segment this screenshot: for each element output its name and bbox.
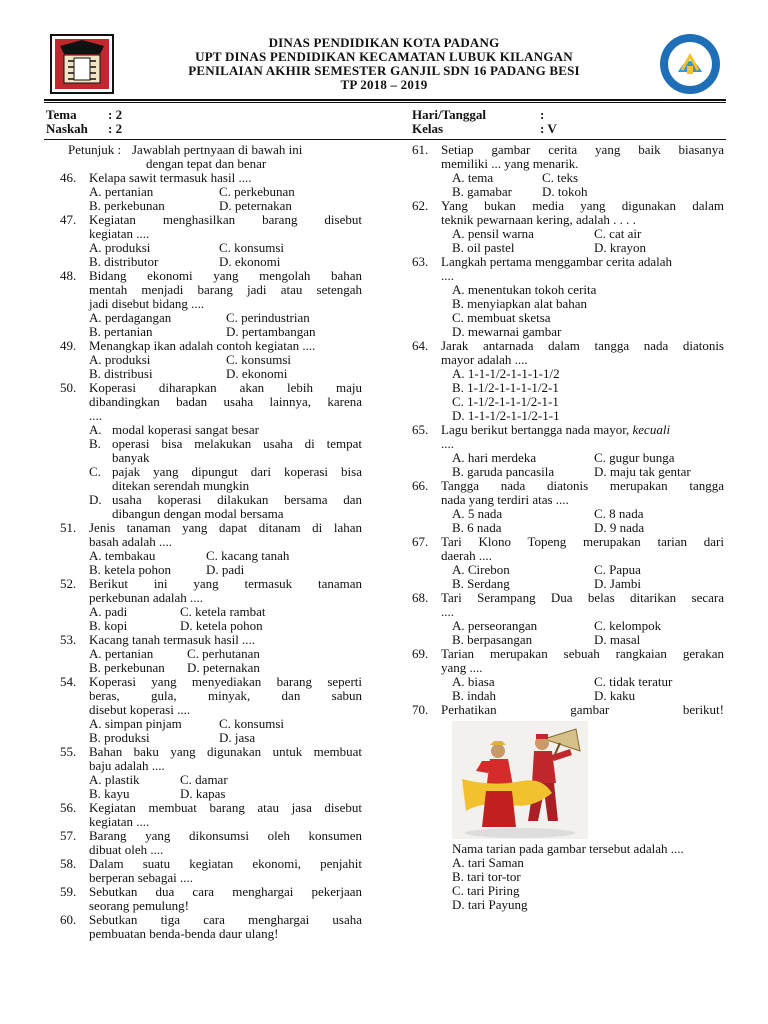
option[interactable]: A. biasa [452,674,495,689]
option[interactable]: A. 5 nada [452,506,503,521]
question-48-options-row-2 [60,325,362,339]
option[interactable]: D. masal [594,632,641,647]
option[interactable]: A. perseorangan [452,618,538,633]
question-58: 58. Dalam suatu kegiatan ekonomi, penjahit berperan sebagai .... [60,856,362,885]
kelas-label: Kelas [412,121,444,136]
option[interactable]: A. produksi [89,352,151,367]
option[interactable]: B. tari tor-tor [452,869,521,884]
question-67-options-row-2 [412,577,724,591]
question-56: 56. Kegiatan membuat barang atau jasa disebut kegiatan .... [60,800,362,829]
instructions [68,143,362,171]
option[interactable]: B. distribusi [89,366,153,381]
header-line-4: TP 2018 – 2019 [340,77,428,92]
hari-label: Hari/Tanggal [412,107,486,122]
question-50-option-a[interactable]: A. modal koperasi sangat besar [89,422,259,437]
option[interactable]: C. membuat sketsa [452,310,551,325]
question-50-option-d[interactable]: D. usaha koperasi dilakukan bersama dan dibangun dengan modal bersama [89,492,362,521]
question-69: 69. Tarian merupakan sebuah rangkaian gerakan yang .... [412,646,724,675]
option[interactable]: C. kelompok [594,618,662,633]
option[interactable]: A. perdagangan [89,310,172,325]
question-67: 67. Tari Klono Topeng merupakan tarian dari daerah .... [412,534,724,563]
question-64-option-a [412,367,724,381]
question-65: 65. Lagu berikut bertangga nada mayor, kecuali .... [412,422,671,451]
question-68-options-row-2 [412,633,724,647]
option[interactable]: B. garuda pancasila [452,464,555,479]
question-65-options-row-2 [412,465,724,479]
question-60: 60. Sebutkan tiga cara menghargai usaha pembuatan benda-benda daur ulang! [60,912,362,941]
question-47-options-row-1 [60,241,362,255]
question-47: 47. Kegiatan menghasilkan barang disebut kegiatan .... [60,212,362,241]
meta-rule [44,139,726,140]
option[interactable]: D. 1-1-1/2-1-1/2-1-1 [452,408,560,423]
right-questions [412,143,724,912]
option[interactable]: C. tidak teratur [594,674,673,689]
question-46-options-row-1 [60,185,362,199]
question-62-options-row-2 [412,241,724,255]
header-line-2: UPT DINAS PENDIDIKAN KECAMATAN LUBUK KILANGAN [195,49,573,64]
question-69-options-row-2 [412,689,724,703]
option[interactable]: A. simpan pinjam [89,716,182,731]
question-52-options-row-2 [60,619,362,633]
question-66-options-row-2 [412,521,724,535]
question-70-option-c [412,884,724,898]
letterhead [0,36,768,92]
option[interactable]: D. ketela pohon [180,618,263,633]
question-63-option-d [412,325,724,339]
hari-value: : [540,107,545,122]
kelas-value: : V [540,121,557,136]
header-rule-thick [44,99,726,101]
question-54-options-row-1 [60,717,362,731]
option[interactable]: A. hari merdeka [452,450,537,465]
option[interactable]: B. produksi [89,730,150,745]
question-70-option-b [412,870,724,884]
option[interactable]: A. tema [452,170,494,185]
option[interactable]: C. konsumsi [226,352,292,367]
option[interactable]: A. padi [89,604,128,619]
option[interactable]: A. tembakau [89,548,156,563]
option[interactable]: D. pertambangan [226,324,316,339]
option[interactable]: D. 9 nada [594,520,645,535]
instructions-line-1: Jawablah pertnyaan di bawah ini [132,142,303,157]
question-54: 54. Koperasi yang menyediakan barang seperti beras, gula, minyak, dan sabun disebut koperasi .... [60,674,362,717]
question-55: 55. Bahan baku yang digunakan untuk membuat baju adalah .... [60,744,362,773]
option[interactable]: B. kayu [89,786,130,801]
question-46: 46. Kelapa sawit termasuk hasil .... [60,170,252,185]
question-53-options-row-1 [60,647,362,661]
option[interactable]: D. ekonomi [226,366,288,381]
naskah-label: Naskah [46,121,88,136]
question-61-options-row-2 [412,185,724,199]
question-55-options-row-2 [60,787,362,801]
option[interactable]: D. peternakan [219,198,292,213]
option[interactable]: B. 1-1/2-1-1-1-1/2-1 [452,380,559,395]
question-70-option-a [412,856,724,870]
question-53: 53. Kacang tanah termasuk hasil .... [60,632,256,647]
header-line-3: PENILAIAN AKHIR SEMESTER GANJIL SDN 16 PADANG BESI [188,63,580,78]
option[interactable]: A. tari Saman [452,855,524,870]
question-51-options-row-2 [60,563,362,577]
question-61-options-row-1 [412,171,724,185]
question-48: 48. Bidang ekonomi yang mengolah bahan mentah menjadi barang jadi atau setengah jadi disebut bidang .... [60,268,362,311]
question-51-options-row-1 [60,549,362,563]
option[interactable]: A. Cirebon [452,562,510,577]
instructions-label: Petunjuk : [68,142,122,157]
option[interactable]: C. gugur bunga [594,450,675,465]
option[interactable]: B. menyiapkan alat bahan [452,296,588,311]
option[interactable]: D. mewarnai gambar [452,324,562,339]
question-61: 61. Setiap gambar cerita yang baik biasanya memiliki ... yang menarik. [412,142,724,171]
question-70-option-d [412,898,724,912]
option[interactable]: C. konsumsi [219,716,285,731]
option[interactable]: A. pertanian [89,646,154,661]
question-52: 52. Berikut ini yang termasuk tanaman perkebunan adalah .... [60,576,362,605]
question-52-options-row-1 [60,605,362,619]
question-62-options-row-1 [412,227,724,241]
option[interactable]: A. produksi [89,240,151,255]
question-51: 51. Jenis tanaman yang dapat ditanam di lahan basah adalah .... [60,520,362,549]
option[interactable]: C. konsumsi [219,240,285,255]
question-68-options-row-1 [412,619,724,633]
question-70: 70. Perhatikan gambar berikut! [412,702,724,717]
option[interactable]: C. 8 nada [594,506,644,521]
option[interactable]: B. pertanian [89,324,153,339]
option[interactable]: C. perkebunan [219,184,295,199]
option[interactable]: C. cat air [594,226,642,241]
question-50-option-b[interactable]: B. operasi bisa melakukan usaha di tempat banyak [89,436,362,465]
question-53-options-row-2 [60,661,362,675]
question-50: 50. Koperasi diharapkan akan lebih maju dibandingkan badan usaha lainnya, karena .... [60,380,362,423]
option[interactable]: A. pensil warna [452,226,534,241]
option[interactable]: C. kacang tanah [206,548,290,563]
kecuali-emphasis: kecuali [632,422,671,437]
question-63-option-c [412,311,724,325]
question-68: 68. Tari Serampang Dua belas ditarikan secara .... [412,590,724,619]
dance-photo [452,721,588,839]
question-64-option-b [412,381,724,395]
question-59: 59. Sebutkan dua cara menghargai pekerjaan seorang pemulung! [60,884,362,913]
option[interactable]: D. peternakan [187,660,260,675]
option[interactable]: C. damar [180,772,228,787]
tema-value: : 2 [108,107,123,122]
question-49-options-row-2 [60,367,362,381]
option[interactable]: C. ketela rambat [180,604,266,619]
option[interactable]: D. padi [206,562,245,577]
option[interactable]: A. menentukan tokoh cerita [452,282,597,297]
question-48-options-row-1 [60,311,362,325]
option[interactable]: C. teks [542,170,579,185]
question-69-options-row-1 [412,675,724,689]
question-63-option-b [412,297,724,311]
option[interactable]: D. kapas [180,786,226,801]
question-47-options-row-2 [60,255,362,269]
option[interactable]: C. perindustrian [226,310,310,325]
header-line-1: DINAS PENDIDIKAN KOTA PADANG [268,35,500,50]
question-67-options-row-1 [412,563,724,577]
option[interactable]: D. kaku [594,688,636,703]
question-66: 66. Tangga nada diatonis merupakan tangga nada yang terdiri atas .... [412,478,724,507]
option[interactable]: C. tari Piring [452,883,520,898]
option[interactable]: D. tari Payung [452,897,528,912]
option[interactable]: B. gamabar [452,184,512,199]
option[interactable]: C. 1-1/2-1-1-1/2-1-1 [452,394,559,409]
option[interactable]: D. Jambi [594,576,641,591]
option[interactable]: B. indah [452,688,497,703]
question-57: 57. Barang yang dikonsumsi oleh konsumen dibuat oleh .... [60,828,362,857]
option[interactable]: A. pertanian [89,184,154,199]
instructions-line-2: dengan tepat dan benar [146,156,267,171]
naskah-value: : 2 [108,121,123,136]
question-64-option-c [412,395,724,409]
question-55-options-row-1 [60,773,362,787]
option[interactable]: A. 1-1-1/2-1-1-1-1/2 [452,366,560,381]
question-63: 63. Langkah pertama menggambar cerita adalah .... [412,254,672,283]
option[interactable]: D. tokoh [542,184,588,199]
tut-wuri-handayani-emblem-icon [658,32,722,96]
option[interactable]: B. perkebunan [89,198,165,213]
tema-label: Tema [46,107,77,122]
question-49: 49. Menangkap ikan adalah contoh kegiatan .... [60,338,316,353]
option[interactable]: B. perkebunan [89,660,165,675]
option[interactable]: D. krayon [594,240,646,255]
header-rule-thin [44,102,726,103]
question-50-option-c[interactable]: C. pajak yang dipungut dari koperasi bisa ditekan serendah mungkin [89,464,362,493]
option[interactable]: B. kopi [89,618,128,633]
option[interactable]: A. plastik [89,772,140,787]
question-49-options-row-1 [60,353,362,367]
question-46-options-row-2 [60,199,362,213]
question-66-options-row-1 [412,507,724,521]
question-62: 62. Yang bukan media yang digunakan dalam teknik pewarnaan kering, adalah . . . . [412,198,724,227]
option[interactable]: B. 6 nada [452,520,502,535]
option[interactable]: D. maju tak gentar [594,464,691,479]
question-70-prompt: Nama tarian pada gambar tersebut adalah .... [452,841,684,856]
option[interactable]: D. ekonomi [219,254,281,269]
question-65-options-row-1 [412,451,724,465]
option[interactable]: B. Serdang [452,576,510,591]
question-54-options-row-2 [60,731,362,745]
option[interactable]: C. Papua [594,562,641,577]
left-column [68,143,362,171]
option[interactable]: B. berpasangan [452,632,533,647]
option[interactable]: B. ketela pohon [89,562,171,577]
option[interactable]: B. distributor [89,254,159,269]
option[interactable]: D. jasa [219,730,256,745]
question-64: 64. Jarak antarnada dalam tangga nada diatonis mayor adalah .... [412,338,724,367]
question-64-option-d [412,409,724,423]
question-63-option-a [412,283,724,297]
left-questions [60,171,362,941]
option[interactable]: B. oil pastel [452,240,515,255]
option[interactable]: C. perhutanan [187,646,260,661]
